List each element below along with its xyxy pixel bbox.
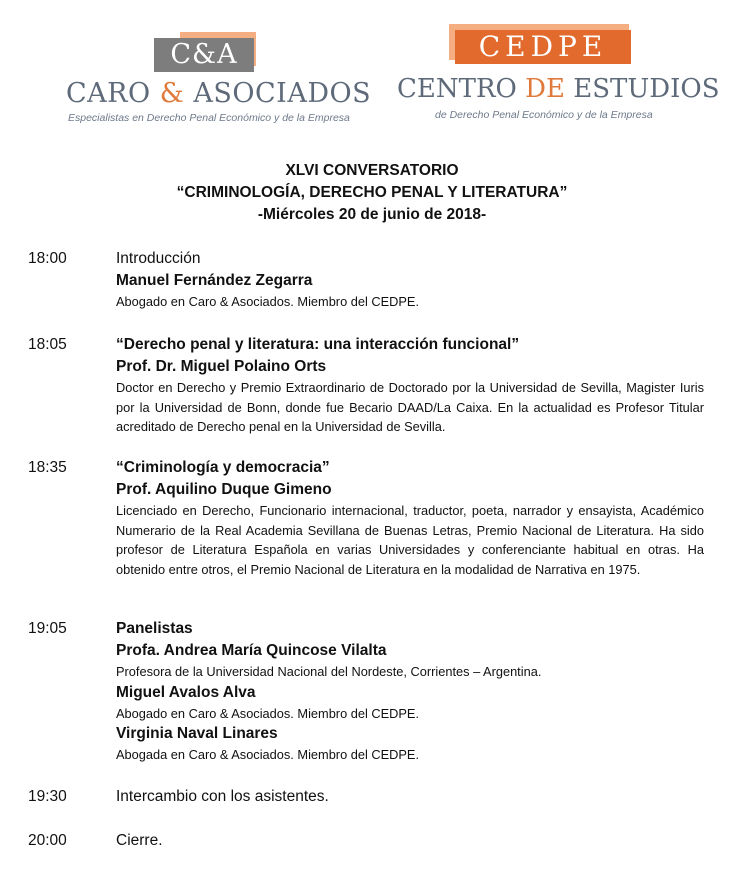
panelist-name: Virginia Naval Linares xyxy=(116,725,278,742)
agenda-title: Cierre. xyxy=(116,832,163,849)
agenda-title: Panelistas xyxy=(116,620,193,637)
agenda-title: Introducción xyxy=(116,250,201,267)
agenda-time: 18:35 xyxy=(28,459,67,476)
logo-mark-text: C&A xyxy=(170,39,238,70)
speaker-bio: Licenciado en Derecho, Funcionario internacional, traductor, poeta, narrador y ensayista, Académico Numerario de la Real Academia Sevillana de Buenas Letras, Premio Nacional de Literatura. Ha sido profesor de Literatura Española en varias Universidades y conferenciante habitual en otras. Ha obtenido entre otros, el Premio Nacional de Literatura en la modalidad de Narrativa en 1975. xyxy=(116,503,704,577)
event-date: -Miércoles 20 de junio de 2018- xyxy=(257,206,487,223)
agenda-time: 18:00 xyxy=(28,250,67,267)
event-header xyxy=(0,160,744,226)
logo-name: CARO & ASOCIADOS xyxy=(66,78,372,109)
logo-tagline: de Derecho Penal Económico y de la Empresa xyxy=(435,109,653,121)
speaker-name: Manuel Fernández Zegarra xyxy=(116,272,313,289)
logo-name: CENTRO DE ESTUDIOS xyxy=(397,74,720,104)
logo-tagline: Especialistas en Derecho Penal Económico y de la Empresa xyxy=(68,112,350,124)
event-number: XLVI CONVERSATORIO xyxy=(285,162,459,179)
panelist-bio: Abogada en Caro & Asociados. Miembro del CEDPE. xyxy=(116,747,420,762)
agenda-title: Intercambio con los asistentes. xyxy=(116,788,329,805)
panelist-name: Profa. Andrea María Quincose Vilalta xyxy=(116,642,387,659)
agenda-time: 20:00 xyxy=(28,832,67,849)
agenda-title: “Derecho penal y literatura: una interacción funcional” xyxy=(116,336,520,353)
cedpe-logo xyxy=(395,24,720,124)
agenda-time: 19:05 xyxy=(28,620,67,637)
agenda-title: “Criminología y democracia” xyxy=(116,459,330,476)
speaker-bio: Abogado en Caro & Asociados. Miembro del CEDPE. xyxy=(116,294,420,309)
speaker-name: Prof. Dr. Miguel Polaino Orts xyxy=(116,358,327,375)
agenda-time: 19:30 xyxy=(28,788,67,805)
panelist-bio: Abogado en Caro & Asociados. Miembro del CEDPE. xyxy=(116,705,420,721)
event-title: “CRIMINOLOGÍA, DERECHO PENAL Y LITERATURA” xyxy=(176,184,568,201)
caro-asociados-logo xyxy=(64,28,374,128)
logo-mark-text: CEDPE xyxy=(478,30,608,63)
agenda-time: 18:05 xyxy=(28,336,67,353)
panelist-bio: Profesora de la Universidad Nacional del Nordeste, Corrientes – Argentina. xyxy=(116,664,542,679)
speaker-bio: Doctor en Derecho y Premio Extraordinario de Doctorado por la Universidad de Sevilla, Magister Iuris por la Universidad de Bonn, donde fue Becario DAAD/La Caixa. En la actualidad es Profesor Titular acreditado de Derecho penal en la Universidad de Sevilla. xyxy=(116,380,704,434)
panelist-name: Miguel Avalos Alva xyxy=(116,683,256,701)
speaker-name: Prof. Aquilino Duque Gimeno xyxy=(116,481,332,498)
